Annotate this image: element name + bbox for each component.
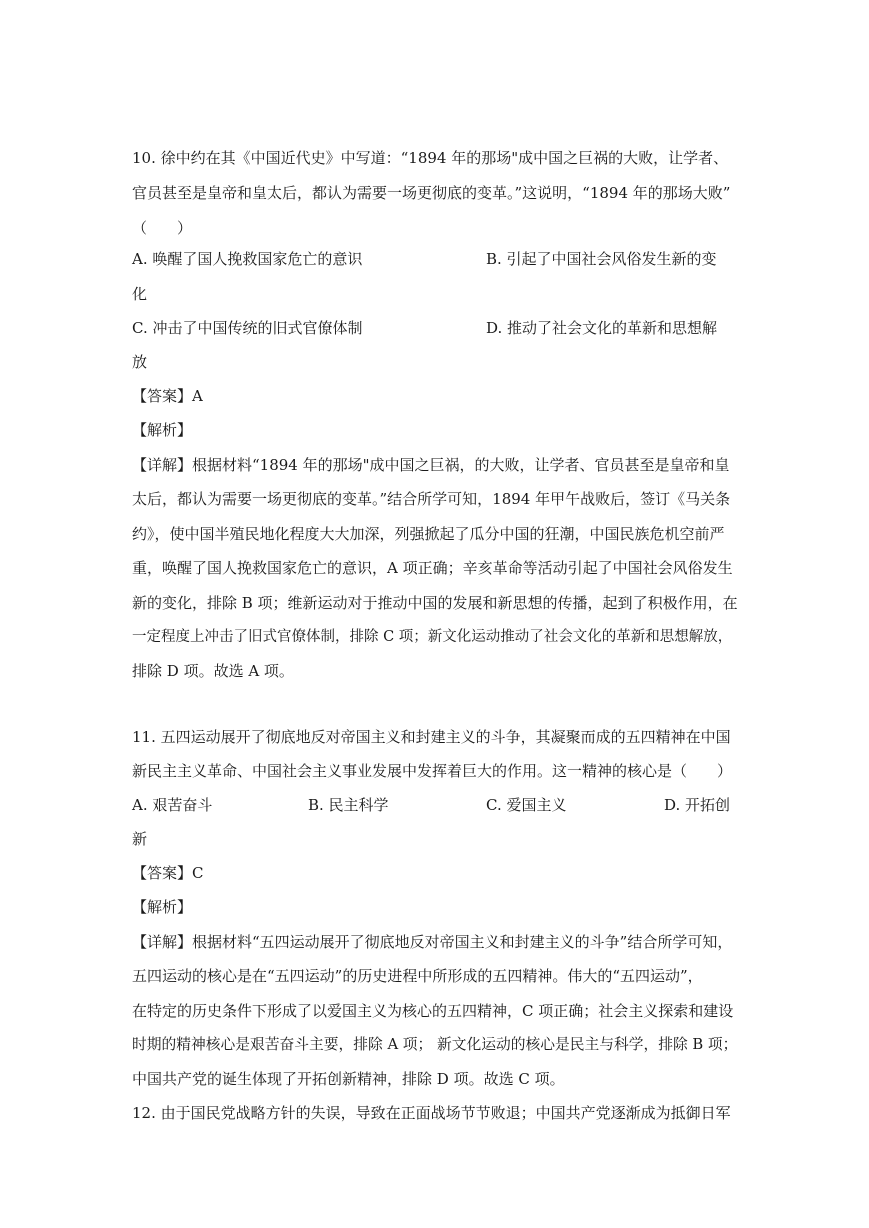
q11-detail-line-2: 五四运动的核心是在“五四运动”的历史进程中所形成的五四精神。伟大的“五四运动”， xyxy=(132,967,703,985)
q10-detail-line-1: 【详解】根据材料“1894 年的那场"成中国之巨祸，的大败，让学者、官员甚至是皇帝和皇 xyxy=(132,456,730,474)
q11-option-c: C. 爱国主义 xyxy=(486,796,567,814)
q10-detail-line-7: 排除 D 项。故选 A 项。 xyxy=(132,662,294,680)
q10-answer: 【答案】A xyxy=(132,387,203,405)
q10-option-d: D. 推动了社会文化的革新和思想解 xyxy=(486,319,718,337)
q10-detail-line-3: 约》，使中国半殖民地化程度大大加深，列强掀起了瓜分中国的狂潮，中国民族危机空前严 xyxy=(132,525,725,543)
q10-analysis-label: 【解析】 xyxy=(132,421,193,439)
q11-answer: 【答案】C xyxy=(132,864,204,882)
q10-option-c: C. 冲击了中国传统的旧式官僚体制 xyxy=(132,319,363,337)
q10-detail-line-2: 太后，都认为需要一场更彻底的变革。”结合所学可知，1894 年甲午战败后，签订《马关条 xyxy=(132,490,731,508)
q11-option-a: A. 艰苦奋斗 xyxy=(132,796,213,814)
q10-option-d-continued: 放 xyxy=(132,353,148,371)
q10-stem-line-2: 官员甚至是皇帝和皇太后，都认为需要一场更彻底的变革。”这说明，“1894 年的那场大败” xyxy=(132,184,731,202)
q11-analysis-label: 【解析】 xyxy=(132,898,193,916)
q10-detail-line-6: 一定程度上冲击了旧式官僚体制，排除 C 项；新文化运动推动了社会文化的革新和思想解放， xyxy=(132,629,733,645)
q10-stem-line-1: 10. 徐中约在其《中国近代史》中写道：“1894 年的那场"成中国之巨祸的大败，让学者、 xyxy=(132,149,729,167)
q11-detail-line-4: 时期的精神核心是艰苦奋斗主要，排除 A 项； 新文化运动的核心是民主与科学，排除 B 项； xyxy=(132,1036,738,1053)
q12-stem-line-1: 12. 由于国民党战略方针的失误，导致在正面战场节节败退；中国共产党逐渐成为抵御日军 xyxy=(132,1104,731,1122)
q10-detail-line-4: 重，唤醒了国人挽救国家危亡的意识，A 项正确；辛亥革命等活动引起了中国社会风俗发生 xyxy=(132,559,733,577)
q11-option-b: B. 民主科学 xyxy=(308,796,389,814)
q11-option-d: D. 开拓创 xyxy=(664,796,731,814)
q11-options-row xyxy=(132,795,742,815)
q11-detail-line-3: 在特定的历史条件下形成了以爱国主义为核心的五四精神，C 项正确；社会主义探索和建设 xyxy=(132,1002,734,1020)
q11-detail-line-1: 【详解】根据材料“五四运动展开了彻底地反对帝国主义和封建主义的斗争”结合所学可知， xyxy=(132,933,733,951)
q10-option-a: A. 唤醒了国人挽救国家危亡的意识 xyxy=(132,250,363,268)
q11-option-d-continued: 新 xyxy=(132,830,148,848)
q11-detail-line-5: 中国共产党的诞生体现了开拓创新精神，排除 D 项。故选 C 项。 xyxy=(132,1070,565,1088)
q11-stem-line-2: 新民主主义革命、中国社会主义事业发展中发挥着巨大的作用。这一精神的核心是（ ） xyxy=(132,762,733,780)
q10-stem-line-3: （ ） xyxy=(132,219,193,237)
q10-option-b-continued: 化 xyxy=(132,285,148,303)
q10-option-b: B. 引起了中国社会风俗发生新的变 xyxy=(486,250,717,268)
q10-options-row-2 xyxy=(132,318,742,338)
q11-stem-line-1: 11. 五四运动展开了彻底地反对帝国主义和封建主义的斗争，其凝聚而成的五四精神在中国 xyxy=(132,728,731,746)
q10-detail-line-5: 新的变化，排除 B 项；维新运动对于推动中国的发展和新思想的传播，起到了积极作用，在 xyxy=(132,594,738,612)
q10-options-row-1 xyxy=(132,249,742,269)
